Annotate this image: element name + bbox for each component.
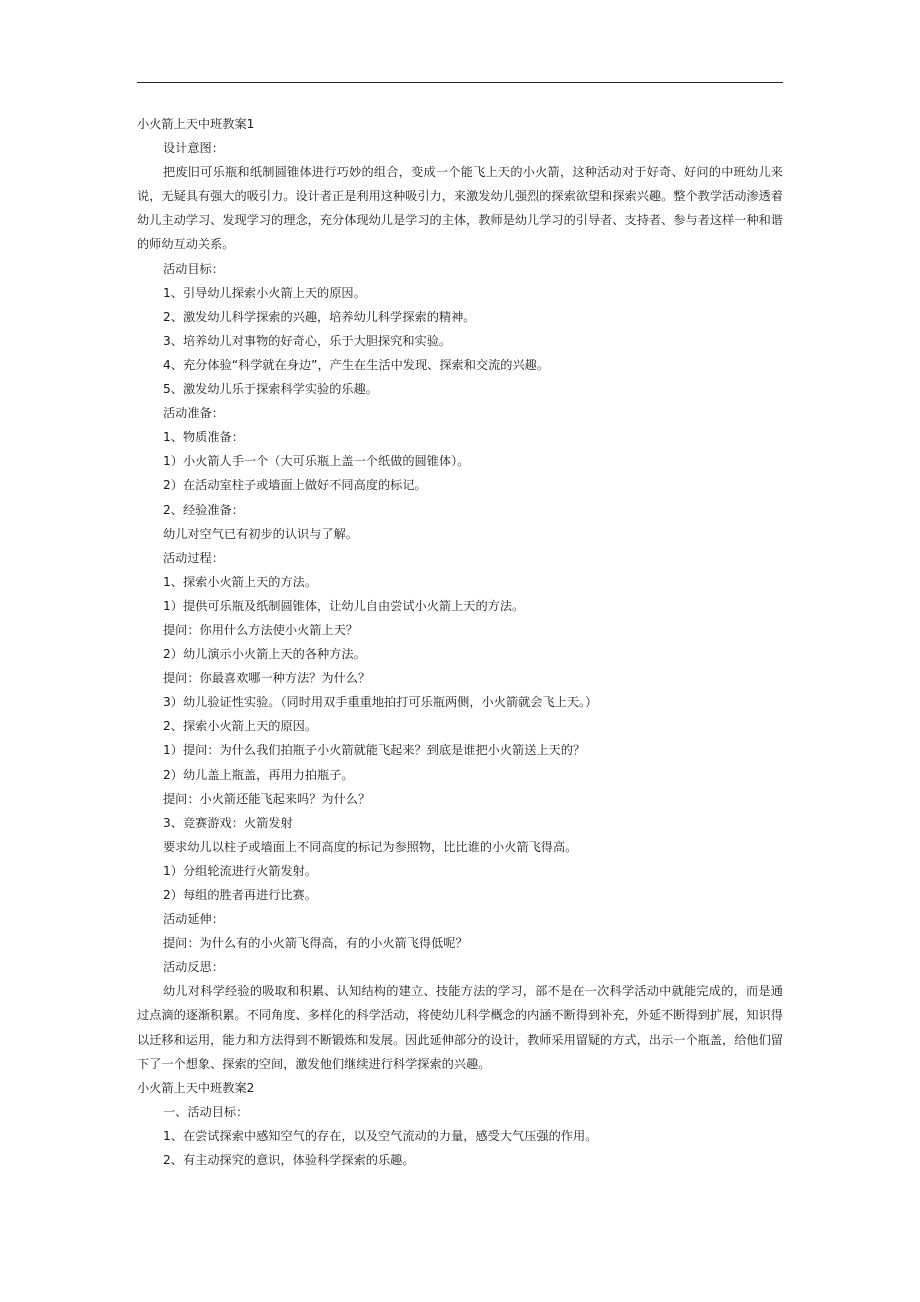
text-line: 1、引导幼儿探索小火箭上天的原因。	[163, 285, 366, 300]
text-line: 幼儿对空气已有初步的认识与了解。	[163, 526, 358, 541]
text-line: 一、活动目标：	[163, 1104, 249, 1119]
text-line: 3、竞赛游戏：火箭发射	[163, 815, 293, 830]
text-line: 提问：为什么有的小火箭飞得高，有的小火箭飞得低呢？	[163, 936, 468, 951]
text-line: 2）每组的胜者再进行比赛。	[163, 888, 318, 902]
text-line: 2、经验准备：	[163, 502, 244, 517]
text-line: 1）分组轮流进行火箭发射。	[163, 863, 318, 878]
paragraph: 幼儿对科学经验的吸取和积累、认知结构的建立、技能方法的学习，部不是在一次科学活动中就能完成的，而是通过点滴的逐渐积累。不同角度、多样化的科学活动，将使幼儿科学概念的内涵不断得到补充，外延不断得到扩展，知识得以迁移和运用，能力和方法得到不断锻炼和发展。因此延伸部分的设计，教师采用留疑的方式，出示一个瓶盖，给他们留下了一个想象、探索的空间，激发他们继续进行科学探索的兴趣。	[137, 984, 783, 1071]
text-line: 2）幼儿盖上瓶盖，再用力拍瓶子。	[163, 767, 354, 782]
text-line: 5、激发幼儿乐于探索科学实验的乐趣。	[163, 382, 378, 397]
text-line: 2、有主动探究的意识，体验科学探索的乐趣。	[163, 1153, 415, 1168]
text-line: 2）在活动室柱子或墙面上做好不同高度的标记。	[163, 478, 427, 493]
text-line: 3）幼儿验证性实验。（同时用双手重重地拍打可乐瓶两侧，小火箭就会飞上天。）	[163, 695, 598, 710]
section-title: 小火箭上天中班教案2	[137, 1080, 255, 1095]
text-line: 4、充分体验“科学就在身边”，产生在生活中发现、探索和交流的兴趣。	[163, 357, 550, 372]
header-rule	[137, 82, 783, 83]
text-line: 1）小火箭人手一个（大可乐瓶上盖一个纸做的圆锥体）。	[163, 454, 470, 469]
text-line: 提问：你最喜欢哪一种方法？为什么？	[163, 671, 371, 686]
section-title: 小火箭上天中班教案1	[137, 117, 255, 131]
text-line: 活动过程：	[163, 550, 224, 565]
text-line: 1、探索小火箭上天的方法。	[163, 574, 318, 589]
text-line: 1、物质准备：	[163, 430, 244, 445]
text-line: 1、在尝试探索中感知空气的存在，以及空气流动的力量，感受大气压强的作用。	[163, 1128, 598, 1143]
document-body	[137, 112, 783, 1172]
text-line: 2、探索小火箭上天的原因。	[163, 719, 318, 734]
text-line: 2）幼儿演示小火箭上天的各种方法。	[163, 647, 366, 662]
text-line: 1）提问：为什么我们拍瓶子小火箭就能飞起来？到底是谁把小火箭送上天的？	[163, 743, 586, 758]
text-line: 3、培养幼儿对事物的好奇心，乐于大胆探究和实验。	[163, 333, 452, 348]
text-line: 活动准备：	[163, 406, 224, 421]
text-line: 2、激发幼儿科学探索的兴趣，培养幼儿科学探索的精神。	[163, 309, 476, 324]
text-line: 提问：你用什么方法使小火箭上天？	[163, 622, 358, 637]
text-line: 活动反思：	[163, 960, 224, 975]
text-line: 提问：小火箭还能飞起来吗？为什么？	[163, 791, 371, 806]
text-line: 设计意图：	[163, 141, 224, 156]
text-line: 活动延伸：	[163, 912, 224, 927]
text-line: 1）提供可乐瓶及纸制圆锥体，让幼儿自由尝试小火箭上天的方法。	[163, 598, 525, 613]
paragraph: 把废旧可乐瓶和纸制圆锥体进行巧妙的组合，变成一个能飞上天的小火箭，这种活动对于好奇、好问的中班幼儿来说，无疑具有强大的吸引力。设计者正是利用这种吸引力，来激发幼儿强烈的探索欲望和探索兴趣。整个教学活动渗透着幼儿主动学习、发现学习的理念，充分体现幼儿是学习的主体，教师是幼儿学习的引导者、支持者、参与者这样一种和谐的师幼互动关系。	[137, 165, 783, 252]
text-line: 要求幼儿以柱子或墙面上不同高度的标记为参照物，比比谁的小火箭飞得高。	[163, 839, 578, 854]
text-line: 活动目标：	[163, 261, 224, 276]
